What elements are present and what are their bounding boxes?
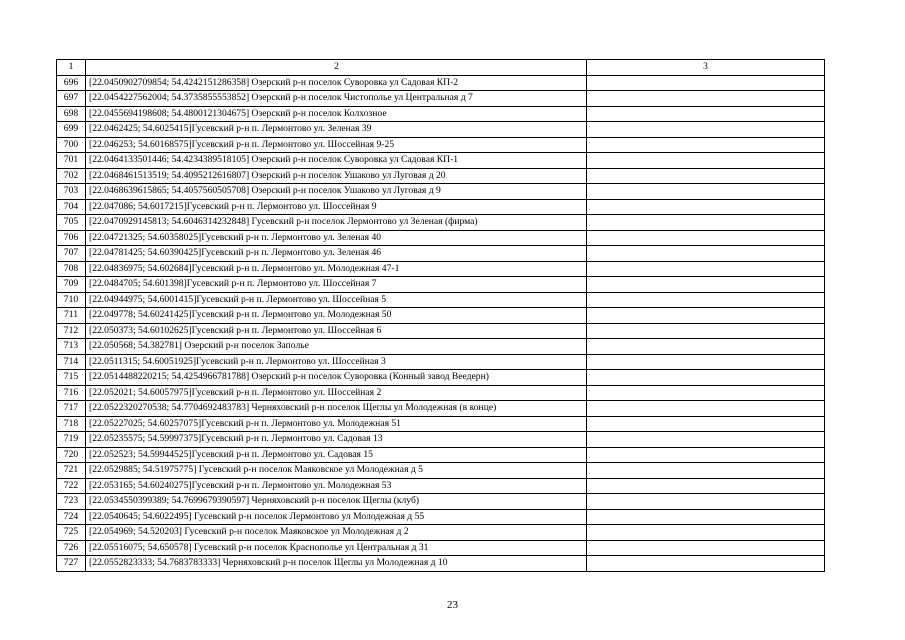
table-row [57, 153, 825, 169]
row-text-cell: [22.0468639615865; 54.4057560505708] Озерский р-н поселок Ушаково ул Луговая д 9 [86, 184, 587, 200]
row-col3-cell [587, 137, 825, 153]
row-number-cell: 706 [57, 230, 86, 246]
row-col3-cell [587, 339, 825, 355]
row-text-cell: [22.052523; 54.59944525]Гусевский р-н п. Лермонтово ул. Садовая 15 [86, 447, 587, 463]
row-number-cell: 717 [57, 401, 86, 417]
row-number-cell: 700 [57, 137, 86, 153]
row-text-cell: [22.04721325; 54.60358025]Гусевский р-н п. Лермонтово ул. Зеленая 40 [86, 230, 587, 246]
table-row [57, 416, 825, 432]
row-col3-cell [587, 277, 825, 293]
row-col3-cell [587, 184, 825, 200]
row-number-cell: 715 [57, 370, 86, 386]
table-row [57, 199, 825, 215]
row-text-cell: [22.0484705; 54.601398]Гусевский р-н п. Лермонтово ул. Шоссейная 7 [86, 277, 587, 293]
table-row [57, 525, 825, 541]
row-col3-cell [587, 478, 825, 494]
row-text-cell: [22.0514488220215; 54.4254966781788] Озерский р-н поселок Суворовка (Конный завод Веедерн) [86, 370, 587, 386]
header-col-2: 2 [86, 60, 587, 76]
row-number-cell: 711 [57, 308, 86, 324]
table-row [57, 106, 825, 122]
table-row [57, 91, 825, 107]
row-number-cell: 709 [57, 277, 86, 293]
row-col3-cell [587, 556, 825, 572]
row-text-cell: [22.0540645; 54.6022495] Гусевский р-н поселок Лермонтово ул Молодежная д 55 [86, 509, 587, 525]
row-col3-cell [587, 308, 825, 324]
row-number-cell: 719 [57, 432, 86, 448]
table-header-row [57, 60, 825, 76]
table-row [57, 246, 825, 262]
row-col3-cell [587, 463, 825, 479]
row-text-cell: [22.0511315; 54.60051925]Гусевский р-н п. Лермонтово ул. Шоссейная 3 [86, 354, 587, 370]
row-text-cell: [22.054969; 54.520203] Гусевский р-н поселок Маяковское ул Молодежная д 2 [86, 525, 587, 541]
row-text-cell: [22.0468461513519; 54.4095212616807] Озерский р-н поселок Ушаково ул Луговая д 20 [86, 168, 587, 184]
row-col3-cell [587, 540, 825, 556]
row-text-cell: [22.053165; 54.60240275]Гусевский р-н п. Лермонтово ул. Молодежная 53 [86, 478, 587, 494]
row-text-cell: [22.0462425; 54.6025415]Гусевский р-н п. Лермонтово ул. Зеленая 39 [86, 122, 587, 138]
table-row [57, 122, 825, 138]
table-row [57, 292, 825, 308]
row-text-cell: [22.05235575; 54.59997375]Гусевский р-н п. Лермонтово ул. Садовая 13 [86, 432, 587, 448]
row-number-cell: 710 [57, 292, 86, 308]
address-table-container [56, 59, 820, 572]
row-text-cell: [22.0454227562004; 54.3735855553852] Озерский р-н поселок Чистополье ул Центральная д 7 [86, 91, 587, 107]
row-number-cell: 696 [57, 75, 86, 91]
row-text-cell: [22.04836975; 54.602684]Гусевский р-н п. Лермонтово ул. Молодежная 47-1 [86, 261, 587, 277]
row-text-cell: [22.049778; 54.60241425]Гусевский р-н п. Лермонтово ул. Молодежная 50 [86, 308, 587, 324]
row-number-cell: 726 [57, 540, 86, 556]
table-row [57, 354, 825, 370]
row-number-cell: 721 [57, 463, 86, 479]
row-text-cell: [22.050568; 54.382781] Озерский р-н поселок Заполье [86, 339, 587, 355]
row-text-cell: [22.0522320270538; 54.7704692483783] Черняховский р-н поселок Щеглы ул Молодежная (в конце) [86, 401, 587, 417]
row-col3-cell [587, 432, 825, 448]
row-number-cell: 713 [57, 339, 86, 355]
row-col3-cell [587, 401, 825, 417]
row-col3-cell [587, 447, 825, 463]
row-col3-cell [587, 370, 825, 386]
table-row [57, 509, 825, 525]
row-text-cell: [22.0534550399389; 54.7699679390597] Черняховский р-н поселок Щеглы (клуб) [86, 494, 587, 510]
row-text-cell: [22.0464133501446; 54.4234389518105] Озерский р-н поселок Суворовка ул Садовая КП-1 [86, 153, 587, 169]
table-row [57, 339, 825, 355]
address-table [56, 59, 825, 572]
table-row [57, 447, 825, 463]
row-number-cell: 705 [57, 215, 86, 231]
row-number-cell: 703 [57, 184, 86, 200]
header-col-1: 1 [57, 60, 86, 76]
row-number-cell: 722 [57, 478, 86, 494]
row-col3-cell [587, 323, 825, 339]
row-text-cell: [22.05227025; 54.60257075]Гусевский р-н п. Лермонтово ул. Молодежная 51 [86, 416, 587, 432]
row-text-cell: [22.0552823333; 54.7683783333] Черняховский р-н поселок Щеглы ул Молодежная д 10 [86, 556, 587, 572]
row-text-cell: [22.046253; 54.60168575]Гусевский р-н п. Лермонтово ул. Шоссейная 9-25 [86, 137, 587, 153]
row-col3-cell [587, 230, 825, 246]
row-col3-cell [587, 525, 825, 541]
row-number-cell: 724 [57, 509, 86, 525]
row-number-cell: 718 [57, 416, 86, 432]
row-number-cell: 720 [57, 447, 86, 463]
table-row [57, 261, 825, 277]
table-row [57, 75, 825, 91]
row-number-cell: 697 [57, 91, 86, 107]
row-number-cell: 708 [57, 261, 86, 277]
address-table-body [57, 60, 825, 572]
table-row [57, 385, 825, 401]
row-col3-cell [587, 168, 825, 184]
table-row [57, 478, 825, 494]
row-text-cell: [22.05516075; 54.650578] Гусевский р-н поселок Краснополье ул Центральная д 31 [86, 540, 587, 556]
row-number-cell: 712 [57, 323, 86, 339]
row-number-cell: 714 [57, 354, 86, 370]
row-number-cell: 698 [57, 106, 86, 122]
row-text-cell: [22.0470929145813; 54.6046314232848] Гусевский р-н поселок Лермонтово ул Зеленая (фирма) [86, 215, 587, 231]
row-number-cell: 702 [57, 168, 86, 184]
row-number-cell: 723 [57, 494, 86, 510]
table-row [57, 432, 825, 448]
table-row [57, 137, 825, 153]
table-row [57, 556, 825, 572]
table-row [57, 308, 825, 324]
header-col-3: 3 [587, 60, 825, 76]
table-row [57, 277, 825, 293]
table-row [57, 370, 825, 386]
row-number-cell: 725 [57, 525, 86, 541]
row-col3-cell [587, 106, 825, 122]
row-number-cell: 704 [57, 199, 86, 215]
row-number-cell: 699 [57, 122, 86, 138]
row-text-cell: [22.050373; 54.60102625]Гусевский р-н п. Лермонтово ул. Шоссейная 6 [86, 323, 587, 339]
row-text-cell: [22.0455694198608; 54.4800121304675] Озерский р-н поселок Колхозное [86, 106, 587, 122]
row-text-cell: [22.0450902709854; 54.4242151286358] Озерский р-н поселок Суворовка ул Садовая КП-2 [86, 75, 587, 91]
row-col3-cell [587, 261, 825, 277]
row-text-cell: [22.047086; 54.6017215]Гусевский р-н п. Лермонтово ул. Шоссейная 9 [86, 199, 587, 215]
table-row [57, 463, 825, 479]
row-col3-cell [587, 153, 825, 169]
table-row [57, 168, 825, 184]
row-col3-cell [587, 416, 825, 432]
row-number-cell: 727 [57, 556, 86, 572]
row-col3-cell [587, 199, 825, 215]
row-col3-cell [587, 385, 825, 401]
row-text-cell: [22.0529885; 54.51975775] Гусевский р-н поселок Маяковское ул Молодежная д 5 [86, 463, 587, 479]
row-col3-cell [587, 246, 825, 262]
table-row [57, 494, 825, 510]
table-row [57, 401, 825, 417]
row-text-cell: [22.04944975; 54.6001415]Гусевский р-н п. Лермонтово ул. Шоссейная 5 [86, 292, 587, 308]
row-text-cell: [22.052021; 54.60057975]Гусевский р-н п. Лермонтово ул. Шоссейная 2 [86, 385, 587, 401]
row-col3-cell [587, 292, 825, 308]
row-number-cell: 707 [57, 246, 86, 262]
row-col3-cell [587, 91, 825, 107]
table-row [57, 184, 825, 200]
row-col3-cell [587, 509, 825, 525]
row-number-cell: 701 [57, 153, 86, 169]
row-col3-cell [587, 122, 825, 138]
table-row [57, 323, 825, 339]
row-col3-cell [587, 494, 825, 510]
table-row [57, 230, 825, 246]
row-text-cell: [22.04781425; 54.60390425]Гусевский р-н п. Лермонтово ул. Зеленая 46 [86, 246, 587, 262]
page-number: 23 [447, 599, 458, 611]
row-number-cell: 716 [57, 385, 86, 401]
table-row [57, 215, 825, 231]
row-col3-cell [587, 75, 825, 91]
row-col3-cell [587, 215, 825, 231]
table-row [57, 540, 825, 556]
row-col3-cell [587, 354, 825, 370]
